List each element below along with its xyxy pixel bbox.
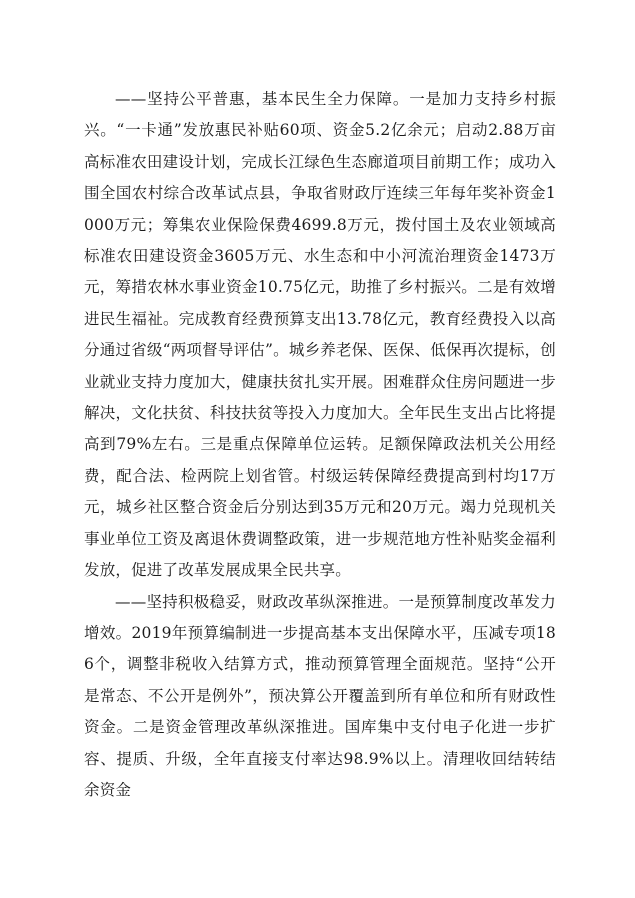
document-body — [84, 84, 556, 806]
paragraph-livelihood: ——坚持公平普惠，基本民生全力保障。一是加力支持乡村振兴。“一卡通”发放惠民补贴60项、资金5.2亿余元；启动2.88万亩高标准农田建设计划，完成长江绿色生态廊道项目前期工作；成功入围全国农村综合改革试点县，争取省财政厅连续三年每年奖补资金1000万元；筹集农业保险保费4699.8万元，拨付国土及农业领域高标准农田建设资金3605万元、水生态和中小河流治理资金1473万元，筹措农林水事业资金10.75亿元，助推了乡村振兴。二是有效增进民生福祉。完成教育经费预算支出13.78亿元，教育经费投入以高分通过省级“两项督导评估”。城乡养老保、医保、低保再次提标，创业就业支持力度加大，健康扶贫扎实开展。困难群众住房问题进一步解决，文化扶贫、科技扶贫等投入力度加大。全年民生支出占比将提高到79%左右。三是重点保障单位运转。足额保障政法机关公用经费，配合法、检两院上划省管。村级运转保障经费提高到村均17万元，城乡社区整合资金后分别达到35万元和20万元。竭力兑现机关事业单位工资及离退休费调整政策，进一步规范地方性补贴奖金福利发放，促进了改革发展成果全民共享。 — [84, 90, 556, 580]
paragraph-fiscal-reform: ——坚持积极稳妥，财政改革纵深推进。一是预算制度改革发力增效。2019年预算编制进一步提高基本支出保障水平，压减专项186个，调整非税收入结算方式，推动预算管理全面规范。坚持“公开是常态、不公开是例外”，预决算公开覆盖到所有单位和所有财政性资金。二是资金管理改革纵深推进。国库集中支付电子化进一步扩容、提质、升级，全年直接支付率达98.9%以上。清理收回结转结余资金 — [84, 592, 556, 799]
